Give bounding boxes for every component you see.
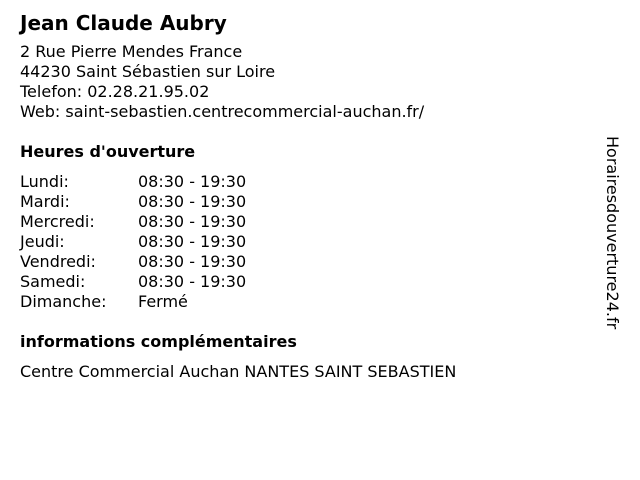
phone-label: Telefon: [20, 82, 83, 101]
day-label: Jeudi: [20, 232, 65, 251]
hours-row-saturday [20, 272, 246, 292]
hours-row-friday [20, 252, 246, 272]
day-label: Mardi: [20, 192, 70, 211]
hours-row-monday [20, 172, 246, 192]
phone-number[interactable]: 02.28.21.95.02 [87, 82, 210, 101]
store-card [20, 10, 600, 382]
site-watermark: Horairesdouverture24.fr [603, 136, 622, 330]
hours-row-sunday [20, 292, 246, 312]
address-line-2: 44230 Saint Sébastien sur Loire [20, 62, 276, 81]
day-hours: 08:30 - 19:30 [138, 172, 247, 191]
day-hours: 08:30 - 19:30 [138, 212, 247, 231]
day-hours: 08:30 - 19:30 [138, 192, 247, 211]
additional-info-text: Centre Commercial Auchan NANTES SAINT SEBASTIEN [20, 362, 457, 381]
opening-hours-title: Heures d'ouverture [20, 142, 196, 161]
day-label: Samedi: [20, 272, 86, 291]
web-label: Web: [20, 102, 61, 121]
day-label: Lundi: [20, 172, 69, 191]
day-hours: Fermé [138, 292, 188, 311]
store-name: Jean Claude Aubry [20, 11, 227, 35]
day-hours: 08:30 - 19:30 [138, 252, 247, 271]
address-line-1: 2 Rue Pierre Mendes France [20, 42, 243, 61]
day-hours: 08:30 - 19:30 [138, 272, 247, 291]
day-hours: 08:30 - 19:30 [138, 232, 247, 251]
opening-hours-table [20, 172, 246, 312]
day-label: Dimanche: [20, 292, 107, 311]
phone-line [20, 82, 600, 102]
day-label: Mercredi: [20, 212, 95, 231]
day-label: Vendredi: [20, 252, 96, 271]
hours-row-wednesday [20, 212, 246, 232]
hours-row-thursday [20, 232, 246, 252]
web-link[interactable]: saint-sebastien.centrecommercial-auchan.fr/ [65, 102, 425, 121]
additional-info-title: informations complémentaires [20, 332, 297, 351]
web-line [20, 102, 600, 122]
hours-row-tuesday [20, 192, 246, 212]
